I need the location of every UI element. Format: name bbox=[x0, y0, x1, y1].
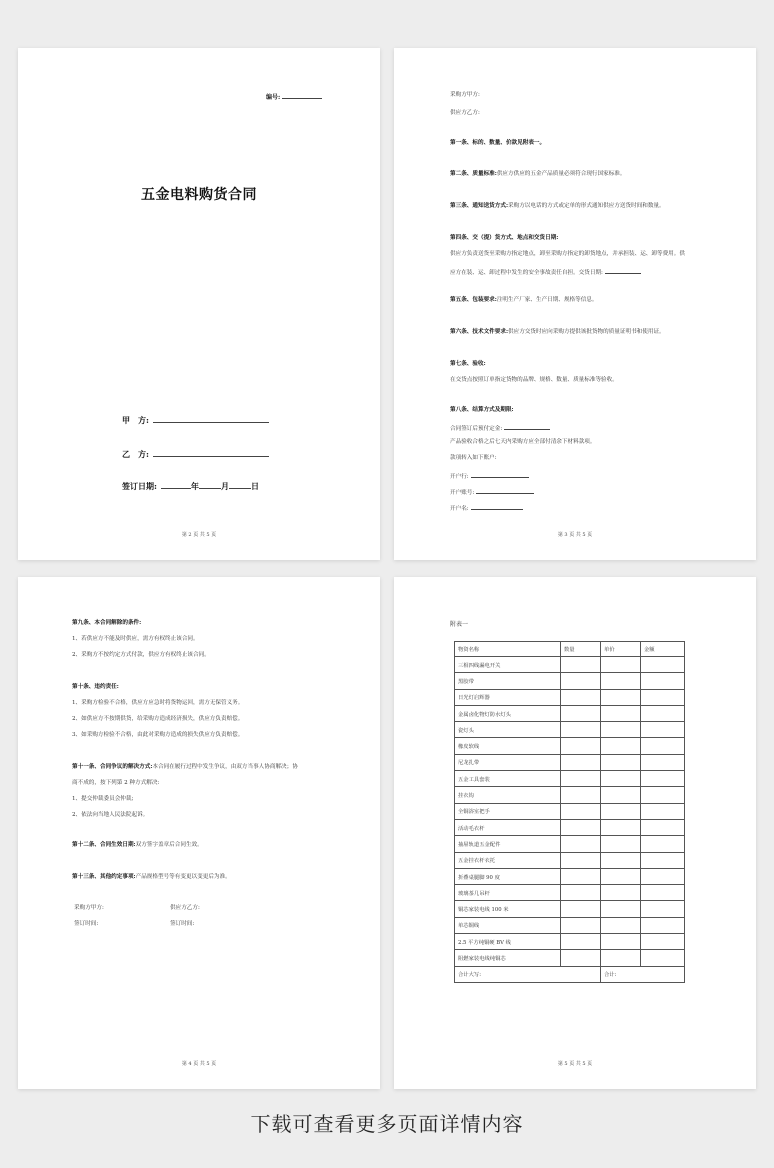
clause-heading: 第十三条、其他约定事项: bbox=[72, 874, 136, 880]
amount-cell bbox=[641, 803, 685, 819]
table-row bbox=[455, 787, 685, 803]
clause-text: 合同签订后预付定金: bbox=[450, 426, 503, 432]
contract-page-2 bbox=[18, 48, 380, 560]
item-name-cell: 三相四线漏电开关 bbox=[455, 657, 561, 673]
item-name-cell: 橡皮软线 bbox=[455, 738, 561, 754]
item-name-cell: 活动毛衣杆 bbox=[455, 819, 561, 835]
total-label-right: 合计: bbox=[601, 966, 685, 982]
amount-cell bbox=[641, 950, 685, 966]
unit-price-cell bbox=[601, 901, 641, 917]
clause-text: 采购方甲方: bbox=[450, 92, 480, 98]
item-name-cell: 阻燃家装电线纯铜芯 bbox=[455, 950, 561, 966]
clause-line bbox=[72, 874, 231, 881]
clause-line bbox=[72, 716, 243, 723]
table-row bbox=[455, 950, 685, 966]
clause-text: 供应方乙方: bbox=[450, 110, 480, 116]
clause-text: 注明生产厂家、生产日期、规格等信息。 bbox=[496, 297, 598, 303]
table-row bbox=[455, 819, 685, 835]
clause-heading: 第十二条、合同生效日期: bbox=[72, 842, 136, 848]
item-name-cell: 玻璃茶几吊杆 bbox=[455, 885, 561, 901]
amount-cell bbox=[641, 901, 685, 917]
unit-price-cell bbox=[601, 852, 641, 868]
page-footer: 第 4 页 共 5 页 bbox=[181, 1061, 217, 1067]
clause-text: 开户账号: bbox=[450, 490, 475, 496]
clause-text: 本合同在履行过程中发生争议，由双方当事人协商解决；协 bbox=[152, 764, 298, 770]
clause-text: 产品验收合格之后七天内采购方应全部付清余下材料款项。 bbox=[450, 439, 596, 445]
clause-text: 应方在装、运、卸过程中发生的安全事故责任自担。交货日期: bbox=[450, 270, 603, 276]
sign-date bbox=[122, 480, 259, 492]
header-unit-price: 单价 bbox=[601, 642, 641, 657]
item-name-cell: 五金工具套装 bbox=[455, 771, 561, 787]
clause-line bbox=[450, 329, 665, 336]
unit-price-cell bbox=[601, 836, 641, 852]
clause-heading: 第三条、通知送货方式: bbox=[450, 203, 509, 209]
quantity-cell bbox=[561, 885, 601, 901]
unit-price-cell bbox=[601, 917, 641, 933]
contract-number bbox=[266, 92, 322, 101]
item-name-cell: 全铜浴室把手 bbox=[455, 803, 561, 819]
clause-heading: 第九条、本合同解除的条件: bbox=[72, 620, 142, 626]
clause-text: 1、提交仲裁委员会仲裁; bbox=[72, 796, 134, 802]
sign-buyer-date-label: 签订时间: bbox=[74, 921, 99, 927]
clause-line bbox=[72, 842, 203, 849]
contract-page-5 bbox=[394, 577, 756, 1089]
table-row bbox=[455, 657, 685, 673]
clause-text: 供应方交货时应向采购方提供该批货物的质量证明书和使用证。 bbox=[508, 329, 665, 335]
quantity-cell bbox=[561, 673, 601, 689]
clause-heading: 第七条、验收: bbox=[450, 361, 486, 367]
party-b-label: 乙 方: bbox=[122, 449, 149, 459]
clause-text: 1、若供应方不能及时供应，需方有权终止该合同。 bbox=[72, 636, 199, 642]
table-header-row bbox=[455, 642, 685, 657]
clause-text: 开户名: bbox=[450, 506, 469, 512]
clause-line bbox=[450, 235, 558, 242]
quantity-cell bbox=[561, 754, 601, 770]
clause-line bbox=[450, 110, 480, 117]
clause-text: 2、依法向当地人民法院起诉。 bbox=[72, 812, 149, 818]
table-row bbox=[455, 705, 685, 721]
clause-line bbox=[450, 171, 626, 178]
annex-table bbox=[454, 641, 685, 983]
clause-line bbox=[450, 140, 545, 147]
clause-text: 供应方供应的五金产品质量必须符合现行国家标准。 bbox=[496, 171, 626, 177]
clause-line bbox=[450, 471, 529, 481]
clause-heading: 第八条、结算方式及期限: bbox=[450, 407, 514, 413]
item-name-cell: 折叠桌腿脚 90 度 bbox=[455, 868, 561, 884]
unit-price-cell bbox=[601, 689, 641, 705]
sign-supplier-label: 供应方乙方: bbox=[170, 905, 200, 911]
table-row bbox=[455, 917, 685, 933]
fill-in-blank bbox=[504, 423, 550, 430]
contract-number-label: 编号: bbox=[266, 94, 281, 101]
table-row bbox=[455, 673, 685, 689]
quantity-cell bbox=[561, 722, 601, 738]
clause-line bbox=[72, 652, 210, 659]
header-item-name: 物资名称 bbox=[455, 642, 561, 657]
table-row bbox=[455, 689, 685, 705]
party-a bbox=[122, 414, 269, 426]
clause-line bbox=[450, 423, 550, 433]
contract-title: 五金电料购货合同 bbox=[141, 187, 257, 203]
item-name-cell: 铜芯家装电线 100 米 bbox=[455, 901, 561, 917]
quantity-cell bbox=[561, 787, 601, 803]
clause-line bbox=[72, 636, 199, 643]
clause-line bbox=[72, 780, 159, 787]
sign-date-label: 签订日期: bbox=[122, 481, 157, 491]
unit-price-cell bbox=[601, 934, 641, 950]
clause-line bbox=[72, 812, 148, 819]
clause-text: 双方签字盖章后合同生效。 bbox=[135, 842, 203, 848]
clause-heading: 第六条、技术文件要求: bbox=[450, 329, 509, 335]
unit-price-cell bbox=[601, 771, 641, 787]
unit-price-cell bbox=[601, 722, 641, 738]
amount-cell bbox=[641, 657, 685, 673]
party-a-label: 甲 方: bbox=[122, 415, 149, 425]
unit-price-cell bbox=[601, 868, 641, 884]
fill-in-blank bbox=[605, 267, 641, 274]
table-row bbox=[455, 901, 685, 917]
clause-line bbox=[72, 732, 243, 739]
header-quantity: 数量 bbox=[561, 642, 601, 657]
party-b bbox=[122, 448, 269, 460]
clause-line bbox=[72, 764, 298, 771]
month-label: 月 bbox=[220, 481, 229, 491]
unit-price-cell bbox=[601, 673, 641, 689]
quantity-cell bbox=[561, 836, 601, 852]
amount-cell bbox=[641, 738, 685, 754]
unit-price-cell bbox=[601, 950, 641, 966]
table-row bbox=[455, 722, 685, 738]
fill-in-blank bbox=[471, 503, 523, 510]
quantity-cell bbox=[561, 950, 601, 966]
amount-cell bbox=[641, 917, 685, 933]
quantity-cell bbox=[561, 917, 601, 933]
clause-line bbox=[450, 503, 523, 513]
quantity-cell bbox=[561, 771, 601, 787]
table-row bbox=[455, 754, 685, 770]
table-row bbox=[455, 738, 685, 754]
clause-text: 2、采购方不按约定方式付款，供应方有权终止该合同。 bbox=[72, 652, 210, 658]
clause-text: 在交货点按照订单指定货物的品牌、规格、数量、质量标准等验收。 bbox=[450, 377, 618, 383]
clause-line bbox=[72, 796, 133, 803]
unit-price-cell bbox=[601, 754, 641, 770]
item-name-cell: 挂衣钩 bbox=[455, 787, 561, 803]
quantity-cell bbox=[561, 901, 601, 917]
amount-cell bbox=[641, 722, 685, 738]
page-footer: 第 5 页 共 5 页 bbox=[557, 1061, 593, 1067]
amount-cell bbox=[641, 852, 685, 868]
clause-text: 1、采购方检验不合格，供应方应急时将货物运回，需方无保管义务。 bbox=[72, 700, 244, 706]
clause-heading: 第二条、质量标准: bbox=[450, 171, 497, 177]
clause-line bbox=[450, 407, 514, 414]
total-label-left: 合计大写: bbox=[455, 966, 601, 982]
clause-line bbox=[450, 267, 641, 277]
unit-price-cell bbox=[601, 657, 641, 673]
sign-supplier-date-label: 签订时间: bbox=[170, 921, 195, 927]
table-row bbox=[455, 803, 685, 819]
clause-heading: 第十条、违约责任: bbox=[72, 684, 119, 690]
table-row bbox=[455, 934, 685, 950]
item-name-cell: 黑胶带 bbox=[455, 673, 561, 689]
amount-cell bbox=[641, 754, 685, 770]
page-footer: 第 2 页 共 5 页 bbox=[181, 532, 217, 538]
clause-line bbox=[450, 361, 486, 368]
download-caption: 下载可查看更多页面详情内容 bbox=[250, 1112, 524, 1136]
fill-in-blank bbox=[476, 487, 534, 494]
unit-price-cell bbox=[601, 819, 641, 835]
item-name-cell: 2.5 平方纯铜硬 BV 线 bbox=[455, 934, 561, 950]
clause-text: 开户行: bbox=[450, 474, 469, 480]
annex-title: 附表一 bbox=[450, 621, 469, 628]
item-name-cell: 尼龙扎带 bbox=[455, 754, 561, 770]
sign-buyer-label: 采购方甲方: bbox=[74, 905, 104, 911]
quantity-cell bbox=[561, 934, 601, 950]
amount-cell bbox=[641, 787, 685, 803]
quantity-cell bbox=[561, 738, 601, 754]
table-row bbox=[455, 885, 685, 901]
table-row bbox=[455, 868, 685, 884]
amount-cell bbox=[641, 885, 685, 901]
quantity-cell bbox=[561, 803, 601, 819]
unit-price-cell bbox=[601, 803, 641, 819]
clause-line bbox=[72, 700, 243, 707]
table-row bbox=[455, 771, 685, 787]
clause-text: 3、如采购方检验不合格，由此对采购方造成的损失供应方负责赔偿。 bbox=[72, 732, 244, 738]
item-name-cell: 瓷灯头 bbox=[455, 722, 561, 738]
quantity-cell bbox=[561, 852, 601, 868]
amount-cell bbox=[641, 673, 685, 689]
clause-line bbox=[72, 620, 141, 627]
clause-text: 款项转入如下账户: bbox=[450, 455, 497, 461]
amount-cell bbox=[641, 771, 685, 787]
amount-cell bbox=[641, 689, 685, 705]
item-name-cell: 抽屉轨道五金配件 bbox=[455, 836, 561, 852]
party-b-blank bbox=[153, 448, 269, 457]
item-name-cell: 单芯铜线 bbox=[455, 917, 561, 933]
clause-line bbox=[450, 377, 618, 384]
clause-heading: 第一条、标的、数量、价款见附表一。 bbox=[450, 140, 546, 146]
clause-text: 商不成的，按下列第 2 种方式解决: bbox=[72, 780, 160, 786]
quantity-cell bbox=[561, 657, 601, 673]
clause-line bbox=[450, 455, 497, 462]
clause-line bbox=[450, 92, 480, 99]
clause-heading: 第四条、交（提）货方式、地点和交货日期: bbox=[450, 235, 559, 241]
quantity-cell bbox=[561, 868, 601, 884]
item-name-cell: 日光灯启辉器 bbox=[455, 689, 561, 705]
amount-cell bbox=[641, 705, 685, 721]
contract-page-3 bbox=[394, 48, 756, 560]
amount-cell bbox=[641, 934, 685, 950]
clause-line bbox=[450, 251, 685, 258]
unit-price-cell bbox=[601, 787, 641, 803]
item-name-cell: 五金挂衣杆衣托 bbox=[455, 852, 561, 868]
clause-line bbox=[72, 684, 119, 691]
clause-line bbox=[450, 439, 595, 446]
clause-text: 产品规格型号等有变更以变更后为准。 bbox=[135, 874, 231, 880]
clause-heading: 第五条、包装要求: bbox=[450, 297, 497, 303]
quantity-cell bbox=[561, 689, 601, 705]
clause-text: 采购方以电话的方式或定单的形式通知供应方送货时间和数量。 bbox=[508, 203, 665, 209]
table-row bbox=[455, 852, 685, 868]
clause-text: 供应方负责送货至采购方指定地点，卸至采购方指定的卸货地点，并承担装、运、卸等费用。供 bbox=[450, 251, 685, 257]
amount-cell bbox=[641, 819, 685, 835]
year-label: 年 bbox=[190, 481, 199, 491]
item-name-cell: 金属卤化物灯防水灯头 bbox=[455, 705, 561, 721]
unit-price-cell bbox=[601, 885, 641, 901]
clause-text: 2、如供应方不按期供货，给采购方造成经济损失，供应方负责赔偿。 bbox=[72, 716, 244, 722]
table-row bbox=[455, 836, 685, 852]
clause-line bbox=[450, 487, 534, 497]
day-label: 日 bbox=[250, 481, 259, 491]
unit-price-cell bbox=[601, 738, 641, 754]
quantity-cell bbox=[561, 819, 601, 835]
contract-number-blank bbox=[282, 92, 322, 99]
amount-cell bbox=[641, 836, 685, 852]
header-amount: 金额 bbox=[641, 642, 685, 657]
amount-cell bbox=[641, 868, 685, 884]
table-total-row bbox=[455, 966, 685, 982]
page-footer: 第 3 页 共 5 页 bbox=[557, 532, 593, 538]
contract-page-4 bbox=[18, 577, 380, 1089]
fill-in-blank bbox=[471, 471, 529, 478]
clause-line bbox=[450, 203, 665, 210]
clause-line bbox=[450, 297, 598, 304]
party-a-blank bbox=[153, 414, 269, 423]
clause-heading: 第十一条、合同争议的解决方式: bbox=[72, 764, 153, 770]
unit-price-cell bbox=[601, 705, 641, 721]
quantity-cell bbox=[561, 705, 601, 721]
